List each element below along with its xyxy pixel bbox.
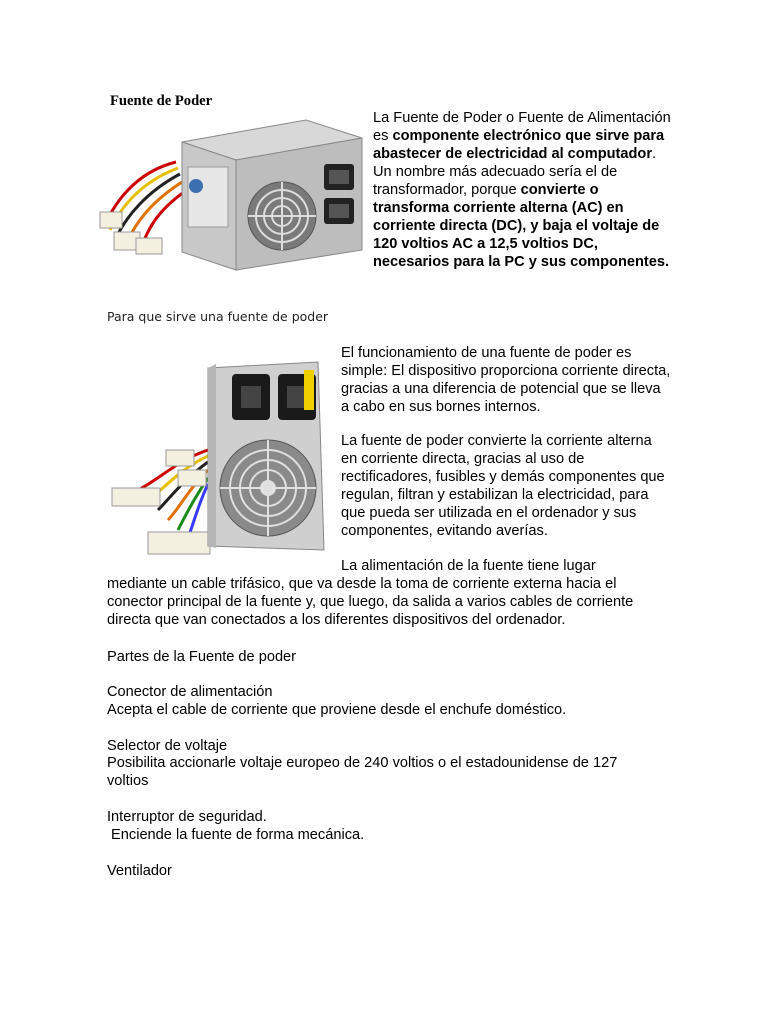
part-description: Posibilita accionarle voltaje europeo de 240 voltios o el estadounidense de 127 voltios [107, 755, 618, 789]
power-supply-image-2 [108, 360, 334, 560]
part-name: Ventilador [107, 863, 172, 879]
intro-text-1: La Fuente de Poder o Fuente de Alimentación es [373, 110, 671, 144]
paragraph-1: El funcionamiento de una fuente de poder es simple: El dispositivo proporciona corriente directa, gracias a una diferencia de potencial que se lleva a cabo en sus bornes internos. [341, 345, 671, 415]
paragraph-3 [107, 557, 667, 629]
paragraph-2: La fuente de poder convierte la corriente alterna en corriente directa, gracias al uso de rectificadores, fusibles y demás componentes que regulan, filtran y estabilizan la electricidad, para que pueda ser utilizada en el ordenador y sus componentes, evitando averías. [341, 433, 665, 539]
part-name: Interruptor de seguridad. [107, 809, 267, 825]
power-supply-image-1 [96, 112, 366, 272]
part-name: Selector de voltaje [107, 738, 228, 754]
part-name: Conector de alimentación [107, 684, 273, 700]
page-title: Fuente de Poder [110, 93, 213, 109]
part-description: Acepta el cable de corriente que proviene desde el enchufe doméstico. [107, 702, 567, 718]
intro-paragraph [373, 109, 673, 271]
paragraph-3-first-line: La alimentación de la fuente tiene lugar [341, 558, 596, 574]
intro-text-2: . Un nombre más adecuado sería el de transformador, porque [373, 146, 657, 198]
paragraph-3-rest: mediante un cable trifásico, que va desde la toma de corriente externa hacia el conector principal de la fuente y, que luego, da salida a varios cables de corriente directa que van conectados a los diferentes dispositivos del ordenador. [107, 576, 634, 628]
section-heading: Para que sirve una fuente de poder [107, 309, 329, 324]
intro-bold-1: componente electrónico que sirve para abastecer de electricidad al computador [373, 128, 665, 162]
parts-heading: Partes de la Fuente de poder [107, 649, 297, 665]
part-description: Enciende la fuente de forma mecánica. [107, 827, 365, 843]
intro-bold-2: convierte o transforma corriente alterna (AC) en corriente directa (DC), y baja el voltaje de 120 voltios AC a 12,5 voltios DC, necesarios para la PC y sus componentes. [373, 182, 670, 270]
